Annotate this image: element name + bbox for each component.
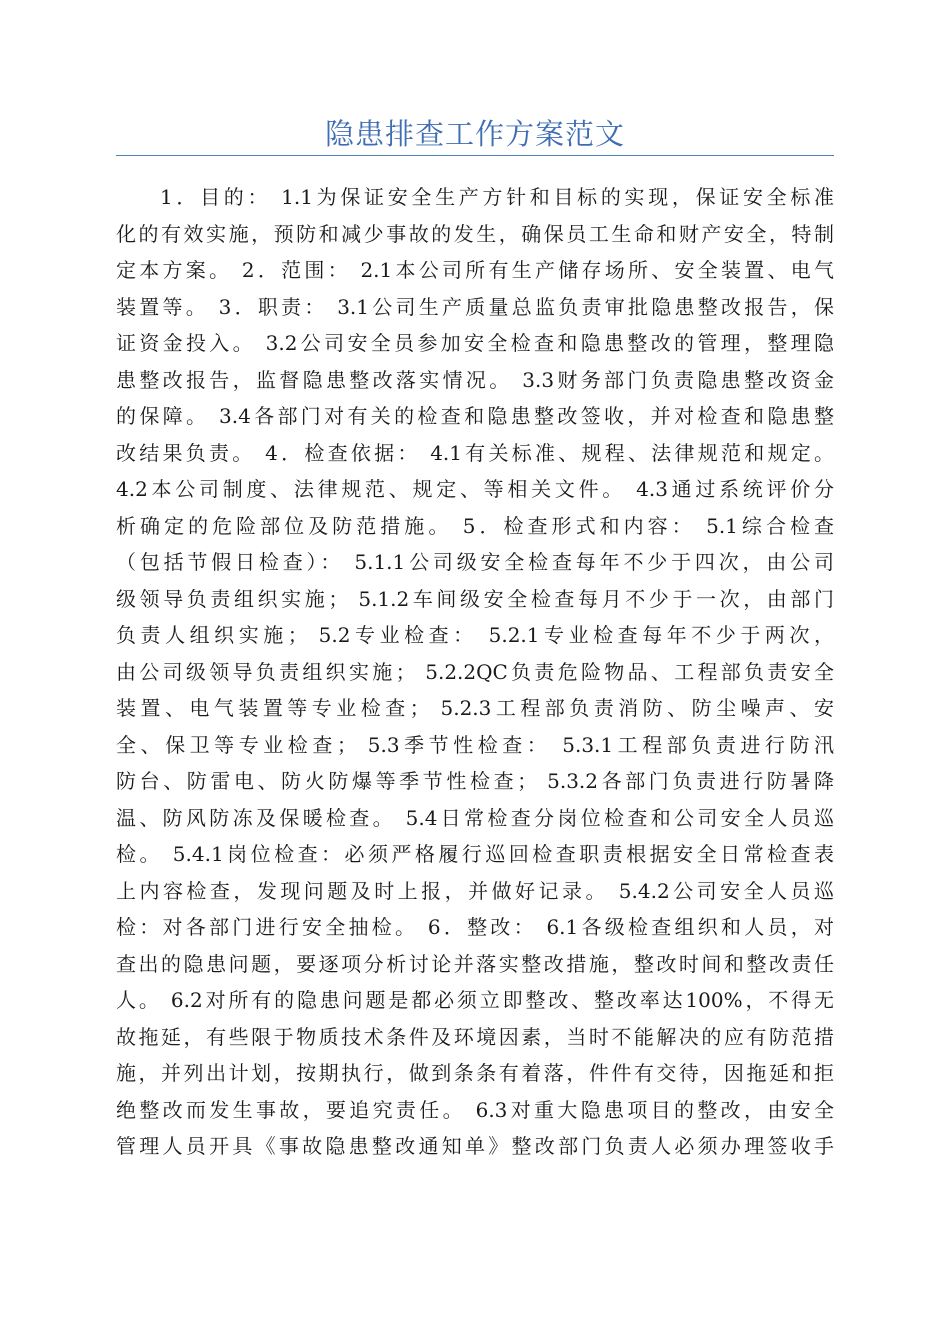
paragraph-line: 检：对各部门进行安全抽检。 6．整改： 6.1各级检查组织和人员，对 [116,915,834,939]
paragraph-line: 定本方案。 2．范围： 2.1本公司所有生产储存场所、安全装置、电气 [116,258,834,282]
paragraph-line: 4.2本公司制度、法律规范、规定、等相关文件。 4.3通过系统评价分 [116,477,834,501]
paragraph-line: （包括节假日检查）： 5.1.1公司级安全检查每年不少于四次，由公司 [116,550,834,574]
paragraph-line: 管理人员开具《事故隐患整改通知单》整改部门负责人必须办理签收手 [116,1134,834,1158]
paragraph-line: 改结果负责。 4．检查依据： 4.1有关标准、规程、法律规范和规定。 [116,440,834,465]
paragraph-line: 装置、电气装置等专业检查； 5.2.3工程部负责消防、防尘噪声、安 [116,696,834,720]
paragraph-line: 故拖延，有些限于物质技术条件及环境因素，当时不能解决的应有防范措 [116,1024,834,1049]
title-underline [116,155,834,156]
paragraph-line: 全、保卫等专业检查； 5.3季节性检查： 5.3.1工程部负责进行防汛 [116,732,834,757]
paragraph-line: 的保障。 3.4各部门对有关的检查和隐患整改签收，并对检查和隐患整 [116,404,834,428]
paragraph-line: 1．目的： 1.1为保证安全生产方针和目标的实现，保证安全标准 [160,185,834,209]
paragraph-line: 防台、防雷电、防火防爆等季节性检查； 5.3.2各部门负责进行防暑降 [116,769,834,793]
paragraph-line: 绝整改而发生事故，要追究责任。 6.3对重大隐患项目的整改，由安全 [116,1097,834,1122]
document-title: 隐患排查工作方案范文 [324,117,625,151]
paragraph-line: 患整改报告，监督隐患整改落实情况。 3.3财务部门负责隐患整改资金 [116,367,834,392]
paragraph-line: 查出的隐患问题，要逐项分析讨论并落实整改措施，整改时间和整改责任 [116,951,834,976]
paragraph-line: 上内容检查，发现问题及时上报，并做好记录。 5.4.2公司安全人员巡 [116,878,834,903]
paragraph-line: 负责人组织实施； 5.2专业检查： 5.2.1专业检查每年不少于两次， [116,623,834,647]
paragraph-line: 装置等。 3．职责： 3.1公司生产质量总监负责审批隐患整改报告，保 [116,294,834,319]
paragraph-line: 施，并列出计划，按期执行，做到条条有着落，件件有交待，因拖延和拒 [116,1061,834,1085]
paragraph-line: 化的有效实施，预防和减少事故的发生，确保员工生命和财产安全，特制 [116,221,834,246]
paragraph-line: 人。 6.2对所有的隐患问题是都必须立即整改、整改率达100%，不得无 [116,988,834,1012]
paragraph-line: 由公司级领导负责组织实施； 5.2.2QC负责危险物品、工程部负责安全 [116,659,834,684]
paragraph-line: 证资金投入。 3.2公司安全员参加安全检查和隐患整改的管理，整理隐 [116,331,834,355]
paragraph-line: 级领导负责组织实施； 5.1.2车间级安全检查每月不少于一次，由部门 [116,586,834,611]
document-body [116,179,834,1165]
paragraph-line: 析确定的危险部位及防范措施。 5．检查形式和内容： 5.1综合检查 [116,513,834,538]
paragraph-line: 温、防风防冻及保暖检查。 5.4日常检查分岗位检查和公司安全人员巡 [116,805,834,830]
paragraph-line: 检。 5.4.1岗位检查：必须严格履行巡回检查职责根据安全日常检查表 [116,842,834,866]
